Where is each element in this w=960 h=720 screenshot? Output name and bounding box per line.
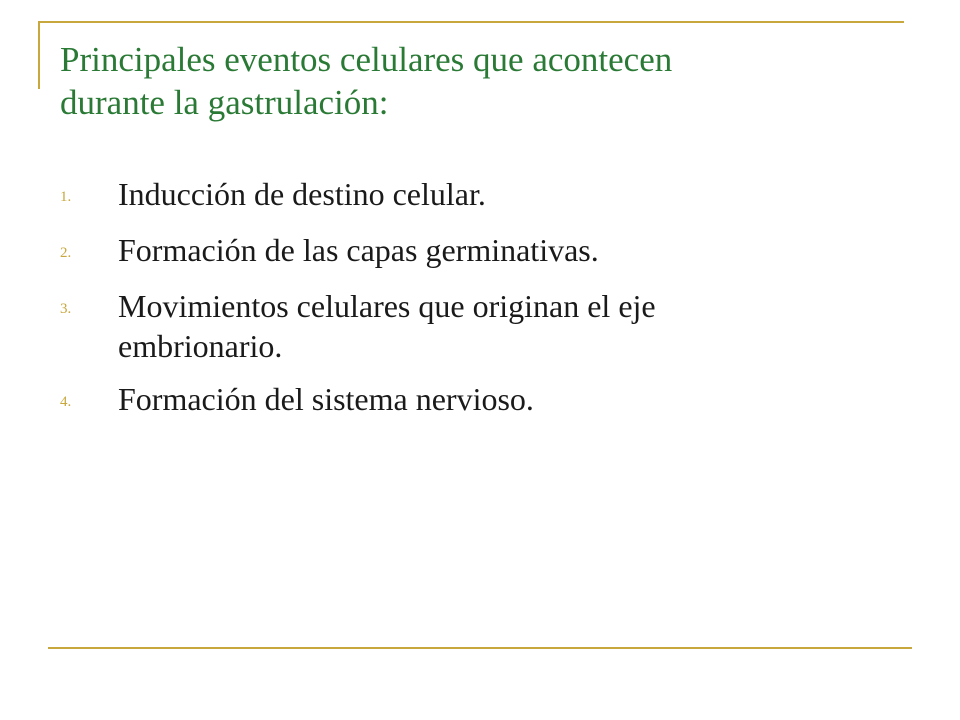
list-item-number: 2.	[60, 245, 72, 261]
top-divider	[40, 21, 904, 23]
list-item-text: Formación de las capas germinativas.	[118, 232, 599, 268]
title-line-1: Principales eventos celulares que acontecen	[60, 40, 673, 79]
list-item-text-line-1: Movimientos celulares que originan el eje	[118, 288, 656, 324]
numbered-list	[60, 174, 900, 435]
title-line-2: durante la gastrulación:	[60, 83, 389, 122]
list-item-number: 1.	[60, 189, 72, 205]
list-item-number: 3.	[60, 301, 72, 317]
list-item-text: Formación del sistema nervioso.	[118, 381, 534, 417]
left-accent-bar	[38, 21, 40, 89]
list-item-text-line-2: embrionario.	[118, 328, 283, 364]
list-item	[60, 230, 900, 273]
list-item	[60, 174, 900, 217]
list-item-text	[118, 286, 900, 366]
list-item	[60, 379, 900, 422]
slide-title	[60, 38, 900, 124]
list-item-number: 4.	[60, 394, 72, 410]
list-item-text: Inducción de destino celular.	[118, 176, 486, 212]
bottom-divider	[48, 647, 912, 649]
list-item	[60, 286, 900, 366]
